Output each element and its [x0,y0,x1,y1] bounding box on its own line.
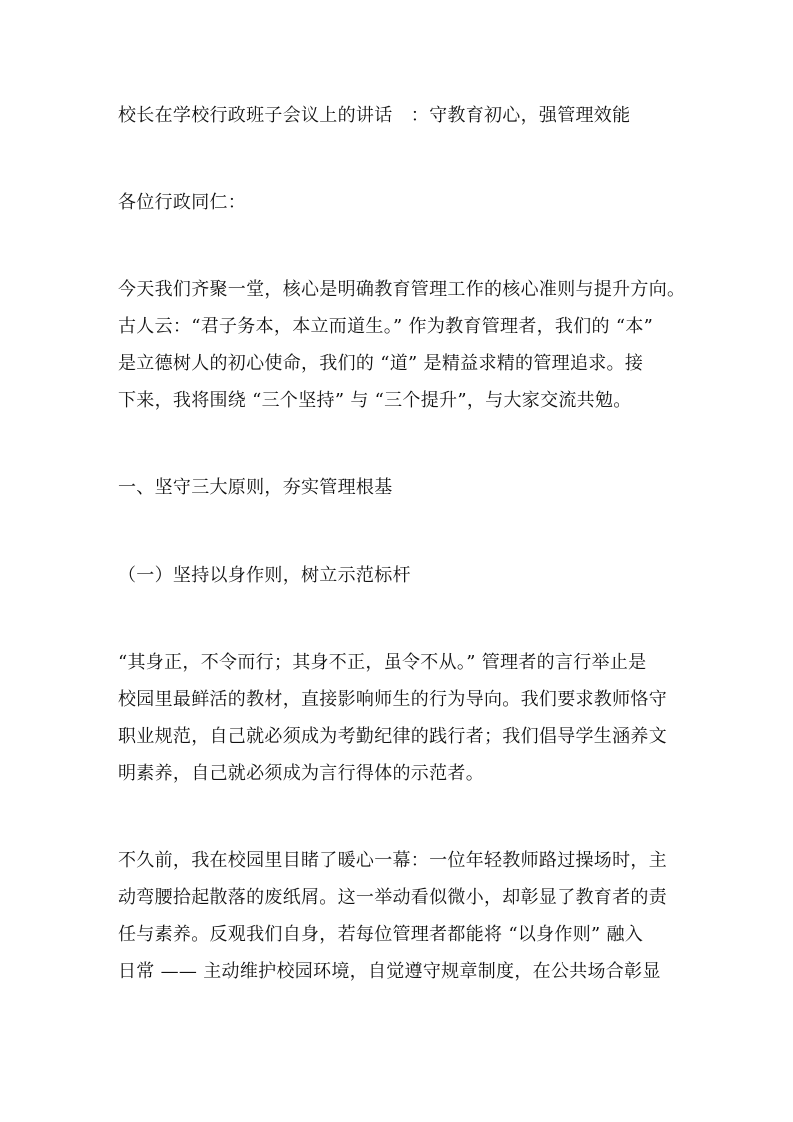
text-line: 任与素养。反观我们自身，若每位管理者都能将 “以身作则” 融入 [118,924,644,945]
subsection-heading: （一）坚持以身作则，树立示范标杆 [118,565,411,586]
text-line: 校园里最鲜活的教材，直接影响师生的行为导向。我们要求教师恪守 [118,689,667,710]
document-title: 校长在学校行政班子会议上的讲话 ：守教育初心，强管理效能 [118,105,631,126]
section-heading: 一、坚守三大原则，夯实管理根基 [118,477,393,498]
text-line: 是立德树人的初心使命，我们的 “道” 是精益求精的管理追求。接 [118,353,644,374]
text-line: 下来，我将围绕 “三个坚持” 与 “三个提升”，与大家交流共勉。 [118,390,632,411]
text-line: 明素养，自己就必须成为言行得体的示范者。 [118,763,484,784]
text-line: “其身正，不令而行；其身不正，虽令不从。” 管理者的言行举止是 [118,652,647,673]
text-line: 不久前，我在校园里目睹了暖心一幕：一位年轻教师路过操场时，主 [118,850,667,871]
text-line: 古人云：“君子务本，本立而道生。” 作为教育管理者，我们的 “本” [118,316,654,337]
greeting: 各位行政同仁： [118,192,247,213]
text-line: 今天我们齐聚一堂，核心是明确教育管理工作的核心准则与提升方向。 [118,279,686,300]
text-line: 动弯腰拾起散落的废纸屑。这一举动看似微小，却彰显了教育者的责 [118,887,667,908]
text-line: 职业规范，自己就必须成为考勤纪律的践行者；我们倡导学生涵养文 [118,726,667,747]
text-line: 日常 —— 主动维护校园环境，自觉遵守规章制度，在公共场合彰显 [118,961,661,982]
